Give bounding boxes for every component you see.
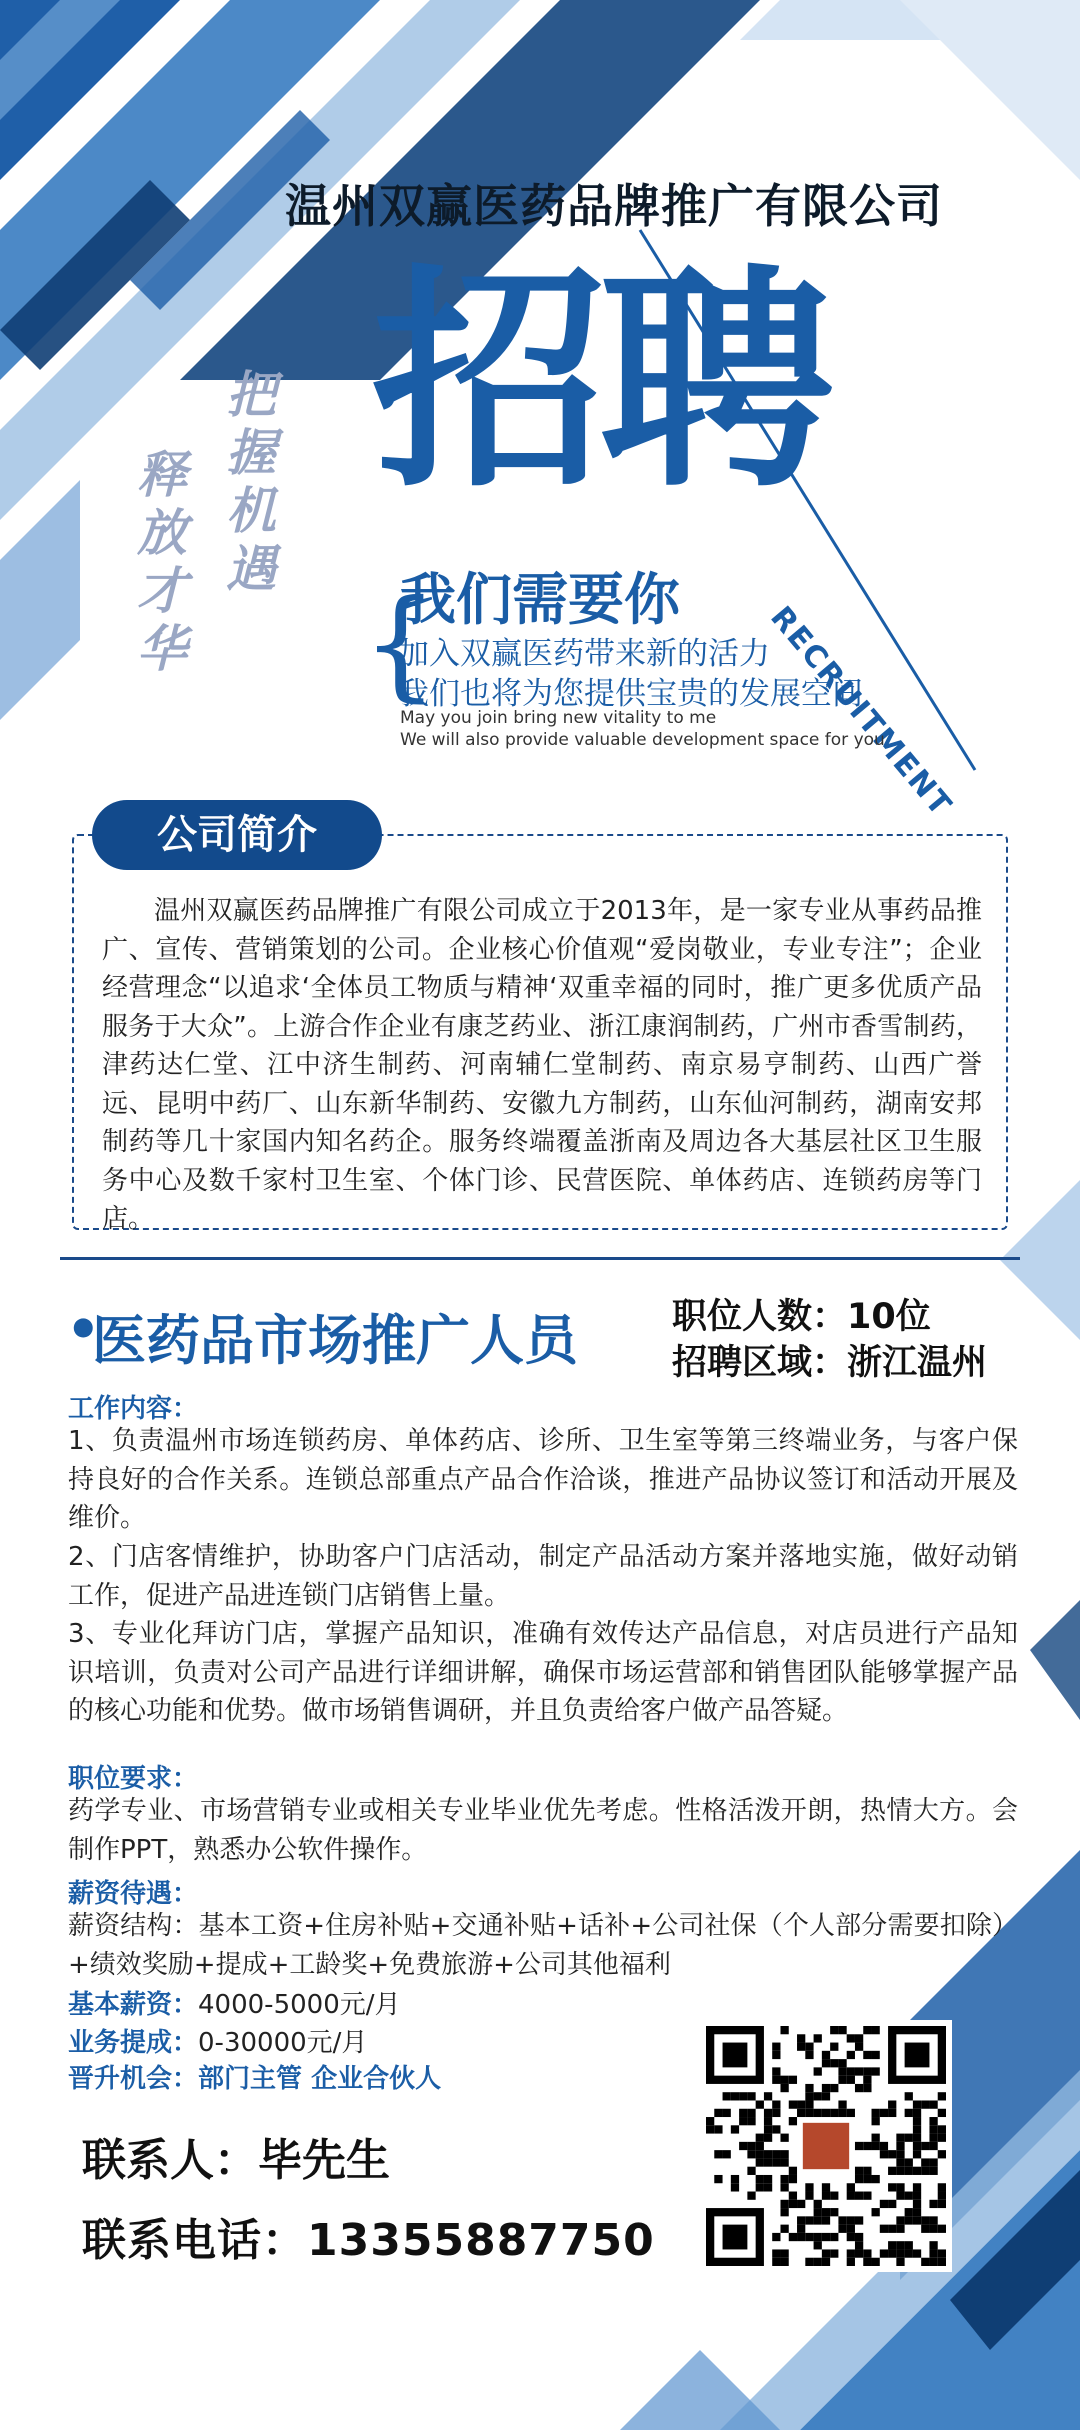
qr-code[interactable] [700,2020,952,2272]
slogan-line-1: 加入双赢医药带来新的活力 [398,636,770,672]
headcount: 职位人数：10位 [672,1297,931,1337]
requirements-text: 药学专业、市场营销专业或相关专业毕业优先考虑。性格活泼开朗，热情大方。会制作PPT，熟悉办公软件操作。 [68,1796,1018,1865]
duty-item: 3、专业化拜访门店，掌握产品知识，准确有效传达产品信息，对店员进行产品知识培训，负责对公司产品进行详细讲解，确保市场运营部和销售团队能够掌握产品的核心功能和优势。做市场销售调研，并且负责给客户做产品答疑。 [68,1619,1018,1726]
slogan-en-line-1: May you join bring new vitality to me [400,708,717,728]
contact-phone: 联系电话：13355887750 [82,2215,655,2266]
base-pay [68,1984,401,2021]
intro-tab: 公司简介 [92,800,382,870]
slogan-line-2: 我们也将为您提供宝贵的发展空间 [398,676,863,712]
salary-label: 薪资待遇： [68,1879,199,1909]
contact-person: 联系人：毕先生 [82,2135,390,2186]
requirements-label: 职位要求： [68,1764,199,1794]
promotion-label: 晋升机会： [68,2064,199,2094]
position-title: 医药品市场推广人员 [92,1309,578,1372]
brace-ornament: { [362,575,439,714]
salary-structure: 薪资结构：基本工资+住房补贴+交通补贴+话补+公司社保（个人部分需要扣除）+绩效奖励+提成+工龄奖+免费旅游+公司其他福利 [68,1911,1018,1980]
vertical-slogan-release-talent: 释放才华 [129,448,188,680]
duty-item: 1、负责温州市场连锁药房、单体药店、诊所、卫生室等第三终端业务，与客户保持良好的合作关系。连锁总部重点产品合作洽谈，推进产品协议签订和活动开展及维价。 [68,1426,1018,1533]
vertical-slogan-seize-opportunity: 把握机遇 [218,368,277,600]
headline-recruit: 招聘 [372,246,826,519]
promotion [68,2058,441,2095]
commission-value: 0-30000元/月 [198,2028,368,2058]
section-divider [60,1257,1020,1260]
recruit-region: 招聘区域：浙江温州 [672,1343,988,1383]
slogan-en-line-2: We will also provide valuable development space for you [400,730,885,750]
base-pay-label: 基本薪资： [68,1990,199,2020]
intro-text: 温州双赢医药品牌推广有限公司成立于2013年，是一家专业从事药品推广、宣传、营销策划的公司。企业核心价值观“爱岗敬业，专业专注”；企业经营理念“以追求‘全体员工物质与精神‘双重幸福的同时，推广更多优质产品服务于大众”。上游合作企业有康芝药业、浙江康润制药，广州市香雪制药，津药达仁堂、江中济生制药、河南辅仁堂制药、南京易亨制药、山西广誉远、昆明中药厂、山东新华制药、安徽九方制药，山东仙河制药，湖南安邦制药等几十家国内知名药企。服务终端覆盖浙南及周边各大基层社区卫生服务中心及数千家村卫生室、个体门诊、民营医院、单体药店、连锁药房等门店。 [102,896,982,1234]
duties-label: 工作内容： [68,1394,199,1424]
commission [68,2022,367,2059]
commission-label: 业务提成： [68,2028,199,2058]
company-name: 温州双赢医药品牌推广有限公司 [285,179,943,233]
promotion-value: 部门主管 企业合伙人 [198,2064,442,2094]
duty-item: 2、门店客情维护，协助客户门店活动，制定产品活动方案并落地实施，做好动销工作，促进产品进连锁门店销售上量。 [68,1542,1018,1611]
base-pay-value: 4000-5000元/月 [198,1990,401,2020]
need-you-heading: 我们需要你 [400,568,680,633]
recruitment-label: RECRUITMENT [763,600,959,824]
position-bullet: • [66,1298,101,1361]
qr-code-image [706,2026,946,2266]
